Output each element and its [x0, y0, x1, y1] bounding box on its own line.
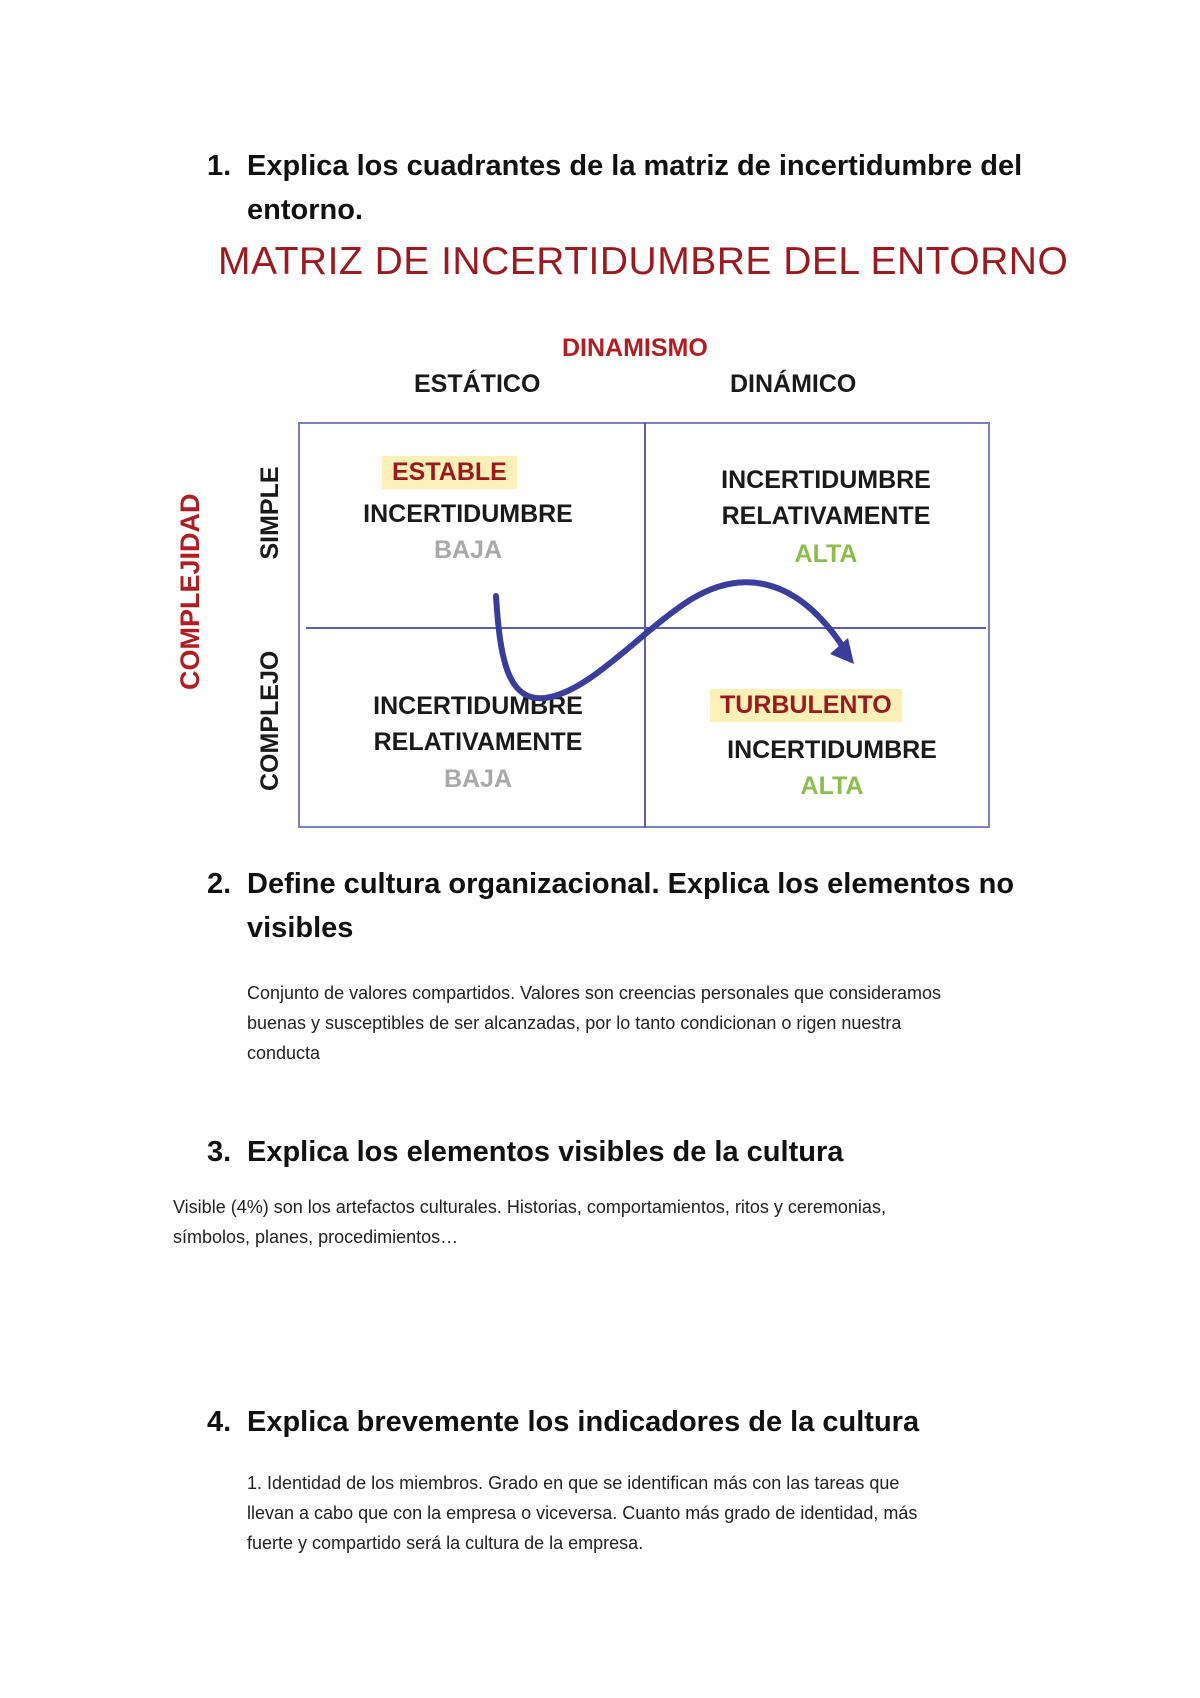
y-axis-top-label: SIMPLE	[256, 466, 284, 560]
answer-line: fuerte y compartido será la cultura de la empresa.	[247, 1533, 644, 1553]
question-text-line-2: entorno.	[247, 194, 363, 226]
answer-line: llevan a cabo que con la empresa o viceversa. Cuanto más grado de identidad, más	[247, 1503, 918, 1523]
x-axis-title: DINAMISMO	[562, 334, 708, 362]
answer-4-paragraph	[247, 1468, 917, 1558]
quadrant-bl-line-1: INCERTIDUMBRE	[373, 692, 583, 720]
question-number: 2.	[207, 868, 232, 900]
quadrant-tr-line-1: INCERTIDUMBRE	[721, 466, 931, 494]
matrix-title: MATRIZ DE INCERTIDUMBRE DEL ENTORNO	[218, 240, 1069, 283]
quadrant-tl-line-1: INCERTIDUMBRE	[363, 500, 573, 528]
question-number: 3.	[207, 1136, 232, 1168]
x-axis-left-label: ESTÁTICO	[414, 370, 541, 398]
question-3-heading	[207, 1130, 1007, 1174]
quadrant-br-line-1: INCERTIDUMBRE	[727, 736, 937, 764]
quadrant-tl-line-2: BAJA	[433, 536, 503, 564]
answer-line: Visible (4%) son los artefactos culturales. Historias, comportamientos, ritos y ceremonias,	[173, 1197, 886, 1217]
answer-line: Conjunto de valores compartidos. Valores son creencias personales que consideramos	[247, 983, 942, 1003]
y-axis-bottom-label: COMPLEJO	[256, 650, 284, 791]
question-text-line-1: Explica brevemente los indicadores de la cultura	[247, 1406, 920, 1438]
answer-3-paragraph	[173, 1192, 886, 1252]
question-number: 4.	[207, 1406, 232, 1438]
y-axis-title: COMPLEJIDAD	[175, 493, 205, 690]
quadrant-bl-line-3: BAJA	[443, 765, 513, 793]
answer-line: buenas y susceptibles de ser alcanzadas, por lo tanto condicionan o rigen nuestra	[247, 1013, 902, 1033]
question-2-heading	[207, 862, 1015, 952]
question-number: 1.	[207, 150, 232, 182]
quadrant-br-line-2: ALTA	[800, 772, 864, 800]
question-text-line-1: Explica los cuadrantes de la matriz de incertidumbre del	[247, 150, 1023, 182]
quadrant-tr-line-3: ALTA	[794, 540, 858, 568]
quadrant-tr-line-2: RELATIVAMENTE	[721, 502, 931, 530]
answer-2-paragraph	[247, 978, 941, 1068]
quadrant-tag-turbulento: TURBULENTO	[710, 689, 902, 722]
question-text-line-2: visibles	[247, 912, 354, 944]
answer-line: conducta	[247, 1043, 321, 1063]
question-text-line-1: Explica los elementos visibles de la cultura	[247, 1136, 844, 1168]
question-text-line-1: Define cultura organizacional. Explica los elementos no	[247, 868, 1015, 900]
quadrant-tag-estable: ESTABLE	[382, 456, 517, 489]
question-4-heading	[207, 1400, 1007, 1444]
answer-line: 1. Identidad de los miembros. Grado en que se identifican más con las tareas que	[247, 1473, 900, 1493]
answer-line: símbolos, planes, procedimientos…	[173, 1227, 459, 1247]
x-axis-right-label: DINÁMICO	[730, 370, 857, 398]
quadrant-bl-line-2: RELATIVAMENTE	[373, 728, 583, 756]
